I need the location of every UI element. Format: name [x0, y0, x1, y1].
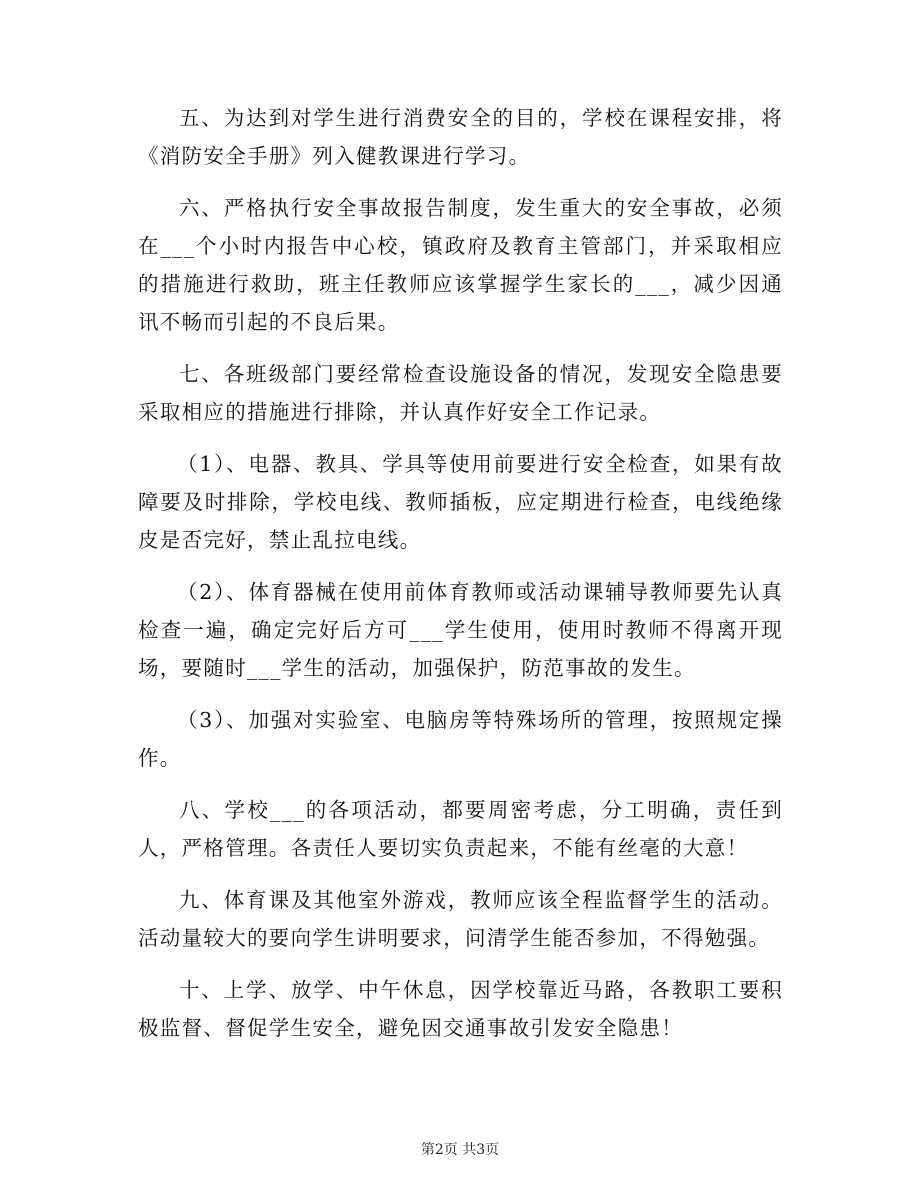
paragraph-7-item-1: （1）、电器、教具、学具等使用前要进行安全检查，如果有故障要及时排除，学校电线、教师插板，应定期进行检查，电线绝缘皮是否完好，禁止乱拉电线。 [138, 452, 783, 552]
document-body [138, 99, 783, 1061]
paragraph-9: 九、体育课及其他室外游戏，教师应该全程监督学生的活动。活动量较大的要向学生讲明要求，问清学生能否参加，不得勉强。 [138, 888, 783, 950]
paragraph-7-item-2: （2）、体育器械在使用前体育教师或活动课辅导教师要先认真检查一遍，确定完好后方可___学生使用，使用时教师不得离开现场，要随时___学生的活动，加强保护，防范事故的发生。 [138, 580, 783, 680]
paragraph-7: 七、各班级部门要经常检查设施设备的情况，发现安全隐患要采取相应的措施进行排除，并认真作好安全工作记录。 [138, 362, 783, 424]
paragraph-10: 十、上学、放学、中午休息，因学校靠近马路，各教职工要积极监督、督促学生安全，避免因交通事故引发安全隐患！ [138, 978, 783, 1040]
page-number-footer: 第2页 共3页 [420, 1142, 500, 1158]
paragraph-5: 五、为达到对学生进行消费安全的目的，学校在课程安排，将《消防安全手册》列入健教课进行学习。 [138, 106, 783, 168]
paragraph-6: 六、严格执行安全事故报告制度，发生重大的安全事故，必须在___个小时内报告中心校，镇政府及教育主管部门，并采取相应的措施进行救助，班主任教师应该掌握学生家长的___，减少因通讯不畅而引起的不良后果。 [138, 196, 783, 334]
paragraph-7-item-3: （3）、加强对实验室、电脑房等特殊场所的管理，按照规定操作。 [138, 708, 783, 770]
paragraph-8: 八、学校___的各项活动，都要周密考虑，分工明确，责任到人，严格管理。各责任人要切实负责起来，不能有丝毫的大意！ [138, 798, 783, 860]
